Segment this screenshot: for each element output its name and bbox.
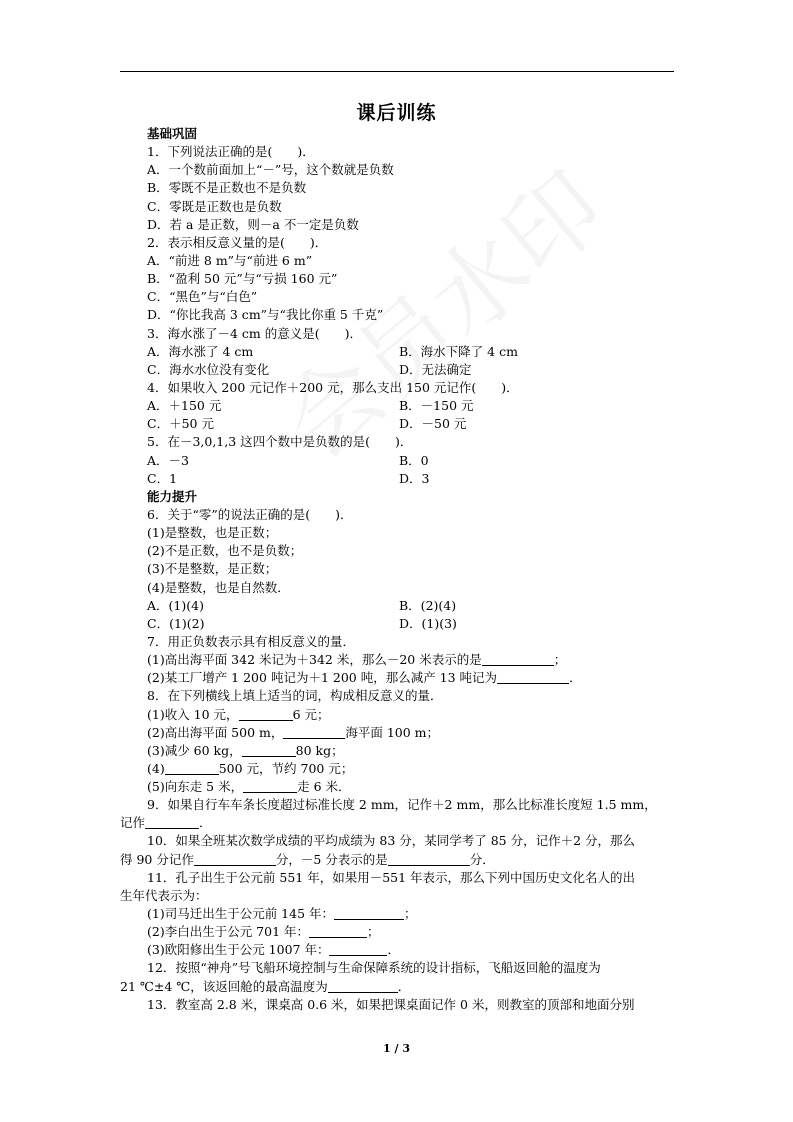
text: (3)减少 60 kg， [147,742,242,758]
fill-line [147,706,677,724]
statement: (3)不是整数，是正数； [147,561,278,577]
option: D．“你比我高 3 cm”与“我比你重 5 千克” [147,307,384,323]
question-5: 5．在－3,0,1,3 这四个数中是负数的是( )． [147,434,413,450]
question-4: 4．如果收入 200 元记作＋200 元，那么支出 150 元记作( )． [147,379,519,395]
option: A．＋150 元 [147,398,222,414]
text: 6 元； [292,706,330,722]
text: (1)高出海平面 342 米记为＋342 米，那么－20 米表示的是 [147,652,482,668]
option-row [147,397,677,415]
answer-blank[interactable] [283,726,345,739]
text: ； [367,924,380,940]
section-heading-basic: 基础巩固 [147,126,198,141]
question-1: 1．下列说法正确的是( )． [147,144,315,160]
header-rule [120,71,674,72]
statement: (1)是整数，也是正数； [147,525,278,541]
answer-blank[interactable] [328,980,398,993]
option: C．海水水位没有变化 [147,361,270,377]
option: B．“盈利 50 元”与“亏损 160 元” [147,271,338,287]
answer-blank[interactable] [242,744,296,757]
answer-blank[interactable] [482,653,554,666]
fill-line [147,724,677,742]
option-row [147,415,677,433]
text: 21 ℃±4 ℃，该返回舱的最高温度为 [120,978,328,994]
answer-blank[interactable] [388,853,470,866]
text: ． [387,942,400,958]
text: (4) [147,760,165,776]
option: D．(1)(3) [399,615,457,631]
text: 海平面 100 m； [345,724,440,740]
option-row [147,597,677,615]
fill-line [147,923,677,941]
question-13: 13．教室高 2.8 米，课桌高 0.6 米，如果把课桌面记作 0 米，则教室的顶部和地面分别 [147,996,635,1012]
text: (2)高出海平面 500 m， [147,724,284,740]
question-10: 10．如果全班某次数学成绩的平均成绩为 83 分，某同学考了 85 分，记作＋2 分，那么 [147,833,636,849]
fill-line [147,778,677,796]
question-6: 6．关于“零”的说法正确的是( )． [147,506,353,522]
text: ． [397,978,411,994]
fill-line [147,742,677,760]
text: ； [553,652,567,668]
option: C．＋50 元 [147,416,214,432]
text: ； [404,906,417,922]
option: B．0 [399,452,429,468]
question-12: 12．按照“神舟”号飞船环境控制与生命保障系统的设计指标，飞船返回舱的温度为 [147,960,601,976]
option-row [147,361,677,379]
answer-blank[interactable] [329,943,387,956]
exercise-content [120,125,677,1014]
statement: (2)不是正数，也不是负数； [147,543,303,559]
option: C．1 [147,470,178,486]
fill-line [120,851,677,869]
fill-line [120,814,677,832]
option-row [147,452,677,470]
question-7: 7．用正负数表示具有相反意义的量． [147,633,355,649]
text: 500 元，节约 700 元； [218,760,354,776]
answer-blank[interactable] [194,853,276,866]
option: A．“前进 8 m”与“前进 6 m” [147,252,313,268]
statement: (4)是整数，也是自然数． [147,579,290,595]
question-11-cont: 生年代表示为： [120,887,208,903]
answer-blank[interactable] [165,762,219,775]
text: (3)欧阳修出生于公元 1007 年： [147,942,330,958]
answer-blank[interactable] [145,816,199,829]
text: 记作 [120,815,146,831]
option: B．海水下降了 4 cm [399,343,518,359]
question-2: 2．表示相反意义量的是( )． [147,234,328,250]
answer-blank[interactable] [497,671,569,684]
answer-blank[interactable] [334,907,404,920]
text: 分，－5 分表示的是 [275,851,388,867]
answer-blank[interactable] [239,708,293,721]
fill-line [120,978,677,996]
option: D．3 [399,470,430,486]
option: C．(1)(2) [147,615,205,631]
option: C．“黑色”与“白色” [147,289,258,305]
option: B．(2)(4) [399,597,457,613]
fill-line [147,941,677,959]
fill-line [147,669,677,687]
option-row [147,470,677,488]
text: 分． [469,851,495,867]
text: 80 kg； [295,742,344,758]
option: B．－150 元 [399,398,474,414]
fill-line [147,905,677,923]
text: (2)某工厂增产 1 200 吨记为＋1 200 吨，那么减产 13 吨记为 [147,670,498,686]
text: (2)李白出生于公元 701 年： [147,924,310,940]
question-9: 9．如果自行车车条长度超过标准长度 2 mm，记作＋2 mm，那么比标准长度短 1.5 mm， [147,797,657,813]
option-row [147,343,677,361]
option: D．若 a 是正数，则－a 不一定是负数 [147,216,359,232]
text: 得 90 分记作 [120,851,194,867]
answer-blank[interactable] [243,780,297,793]
option: A．(1)(4) [147,597,204,613]
text: (5)向东走 5 米， [147,779,244,795]
fill-line [147,760,677,778]
text: ． [199,815,212,831]
option: D．无法确定 [399,361,472,377]
question-3: 3．海水涨了－4 cm 的意义是( )． [147,325,362,341]
option: A．海水涨了 4 cm [147,343,254,359]
page-number: 1 / 3 [383,1042,410,1055]
page-title: 课后训练 [356,102,437,124]
option: D．－50 元 [399,416,467,432]
section-heading-advanced: 能力提升 [147,488,198,504]
fill-line [147,651,677,669]
option: B．零既不是正数也不是负数 [147,180,307,196]
question-11: 11．孔子出生于公元前 551 年，如果用－551 年表示，那么下列中国历史文化名人的出 [147,869,636,885]
option: A．一个数前面加上“－”号，这个数就是负数 [147,162,394,178]
question-8: 8．在下列横线上填上适当的词，构成相反意义的量． [147,688,443,704]
option: A．－3 [147,452,189,468]
text: ． [569,670,582,686]
answer-blank[interactable] [309,925,367,938]
option: C．零既是正数也是负数 [147,198,282,214]
text: (1)司马迁出生于公元前 145 年： [147,906,335,922]
option-row [147,615,677,633]
text: 走 6 米． [297,779,351,795]
text: (1)收入 10 元， [147,706,239,722]
